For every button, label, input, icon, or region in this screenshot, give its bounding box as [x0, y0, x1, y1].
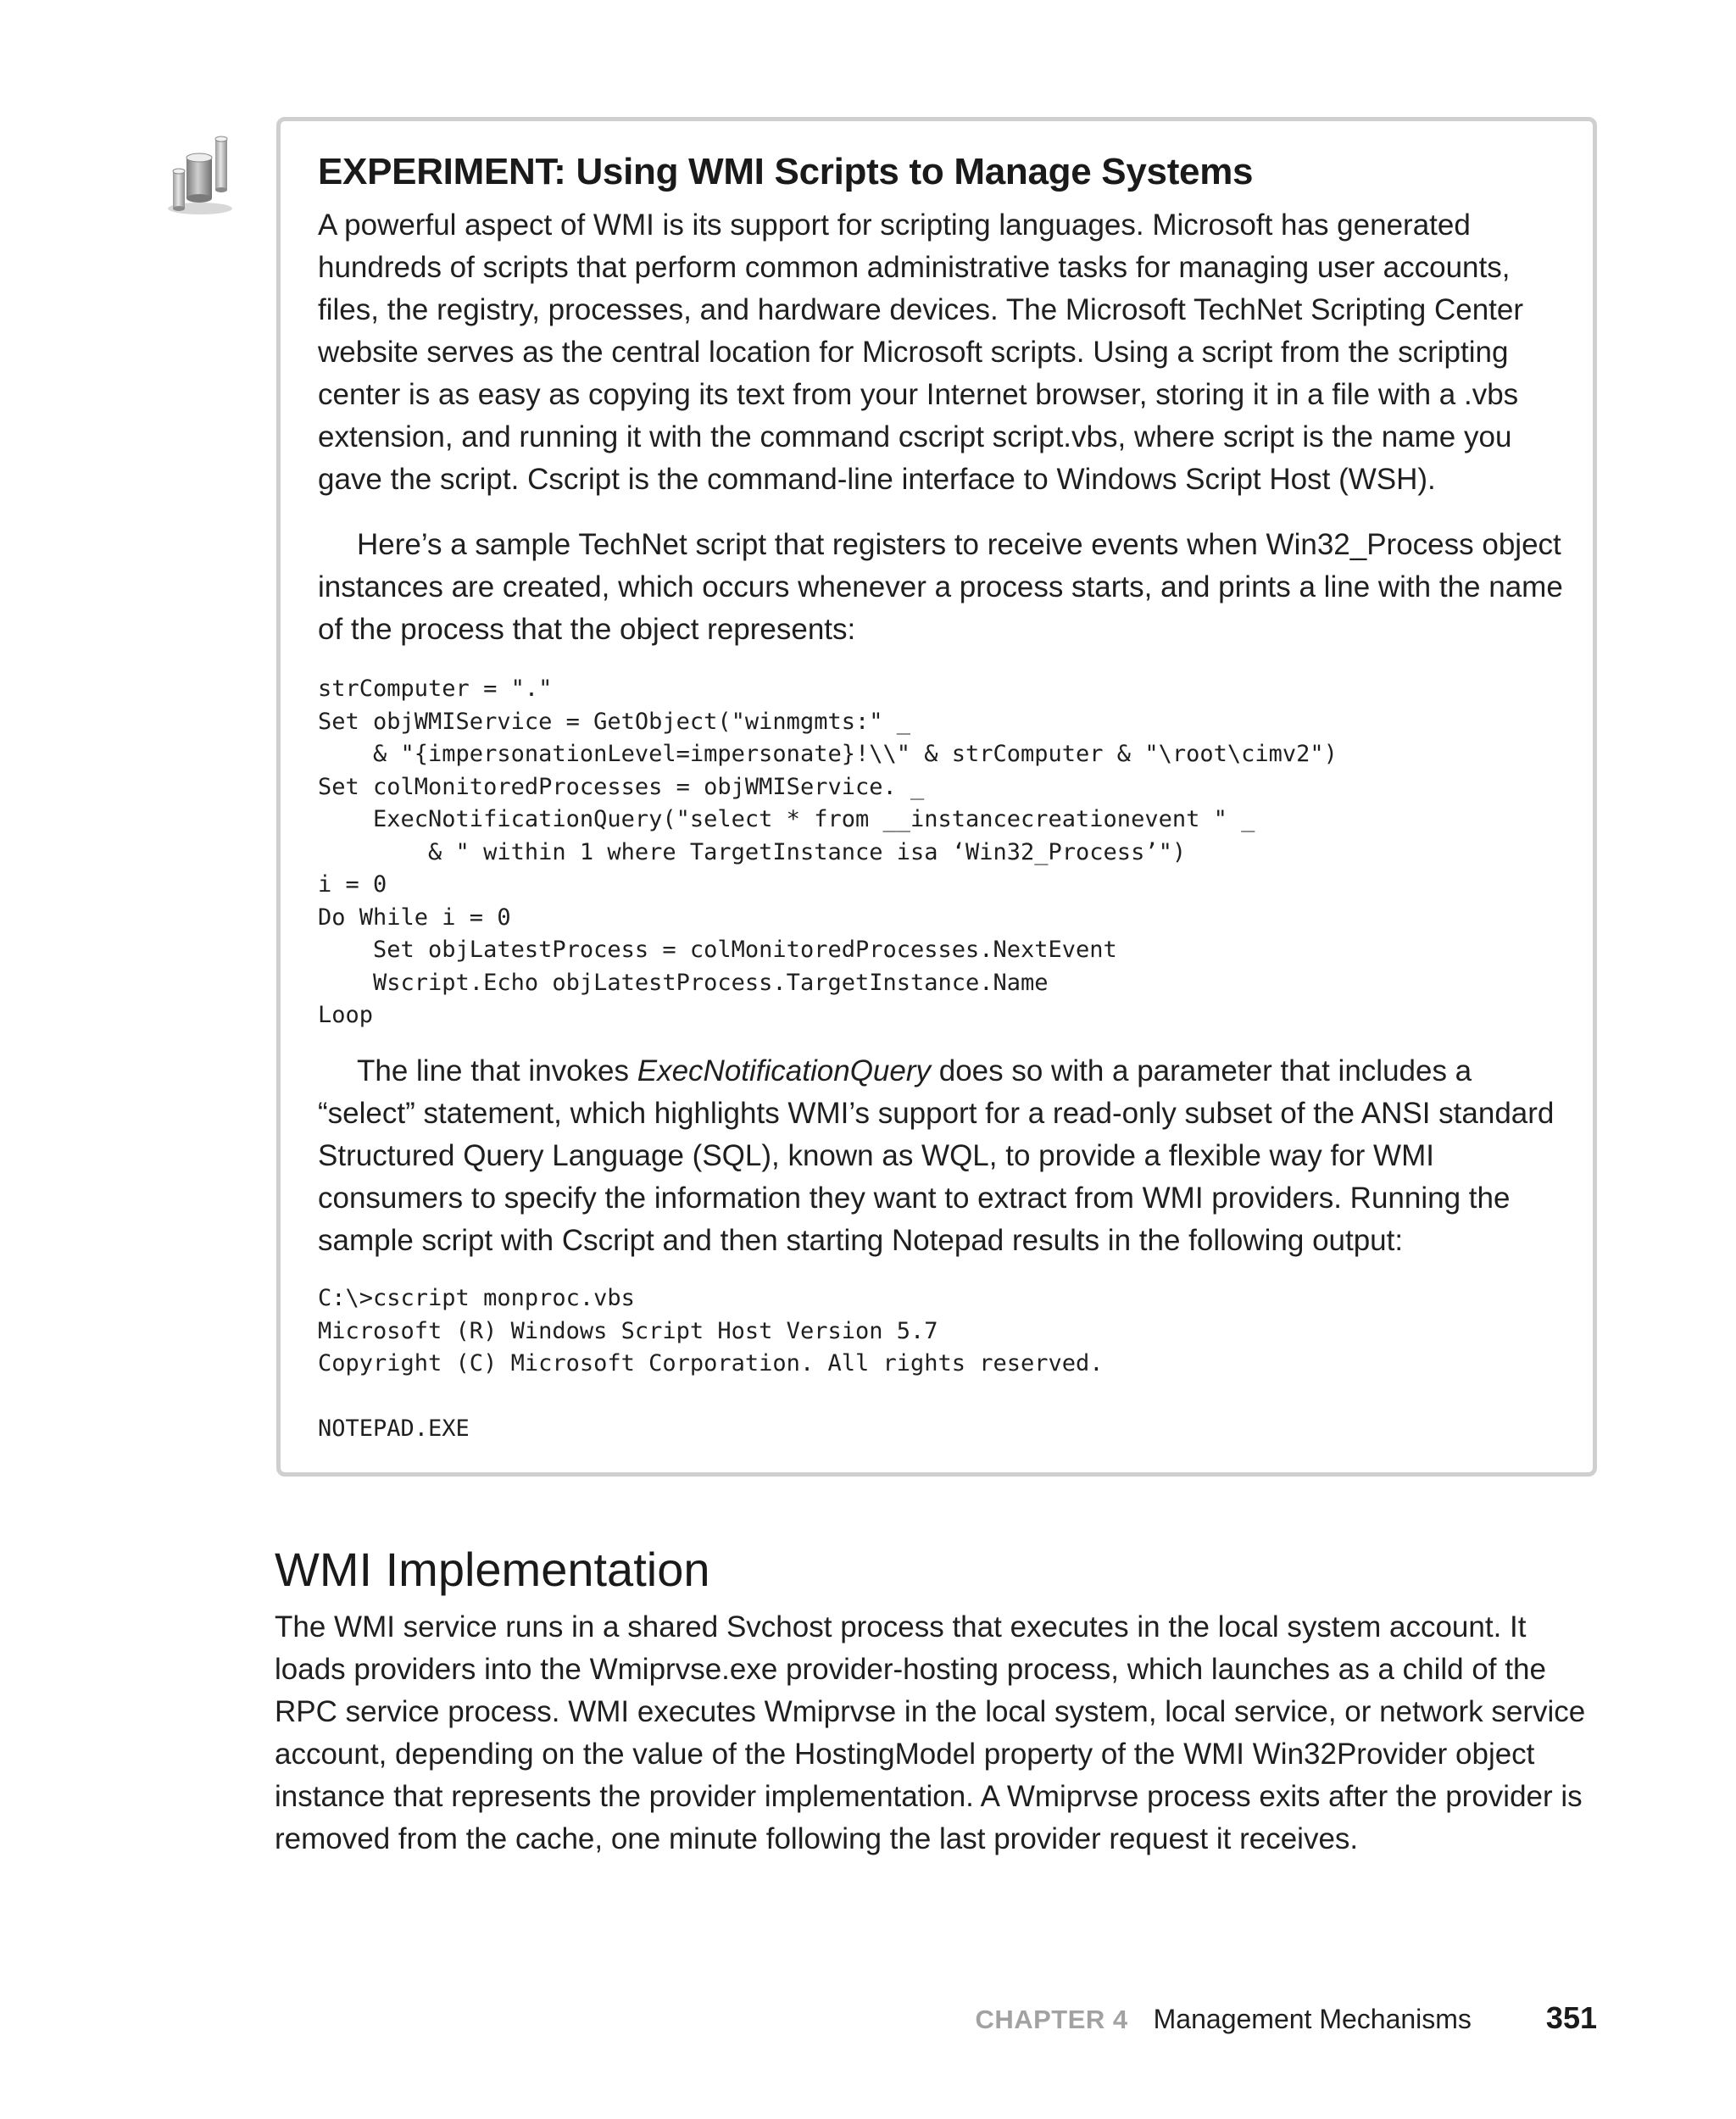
output-line: Microsoft (R) Windows Script Host Version 5.7 [318, 1317, 938, 1344]
code-line: ExecNotificationQuery("select * from __instancecreationevent " _ [318, 806, 1255, 832]
page-footer [975, 2000, 1597, 2043]
console-output-block [318, 1282, 1104, 1446]
footer-chapter-label: CHAPTER 4 [975, 2005, 1128, 2034]
code-line: Do While i = 0 [318, 904, 511, 931]
code-line: Wscript.Echo objLatestProcess.TargetInstance.Name [318, 969, 1049, 996]
experiment-query-paragraph [318, 1050, 1564, 1262]
page-number: 351 [1545, 2000, 1597, 2035]
output-line [318, 1381, 1104, 1414]
output-line: C:\>cscript monproc.vbs [318, 1285, 635, 1311]
code-line: Set objWMIService = GetObject("winmgmts:" _ [318, 708, 910, 735]
experiment-title: EXPERIMENT: Using WMI Scripts to Manage Systems [318, 151, 1254, 192]
experiment-sample-intro-paragraph: Here’s a sample TechNet script that registers to receive events when Win32_Process object instances are created, which occurs whenever a process starts, and prints a line with the name of the process that the object represents: [318, 528, 1563, 646]
code-line: & "{impersonationLevel=impersonate}!\\" & strComputer & "\root\cimv2") [318, 741, 1338, 767]
section-body-paragraph: The WMI service runs in a shared Svchost process that executes in the local system account. It loads providers into the Wmiprvse.exe provider-hosting process, which launches as a child of the RPC service process. WMI executes Wmiprvse in the local system, local service, or network service account, depending on the value of the HostingModel property of the WMI Win32Provider object instance that represents the provider implementation. A Wmiprvse process exits after the provider is removed from the cache, one minute following the last provider request it receives. [275, 1610, 1586, 1855]
experiment-cylinders-icon [166, 134, 242, 219]
output-line: Copyright (C) Microsoft Corporation. All rights reserved. [318, 1350, 1104, 1377]
exec-notification-query-term: ExecNotificationQuery [637, 1054, 932, 1087]
code-line: Set colMonitoredProcesses = objWMIService. _ [318, 773, 925, 800]
script-code-block [318, 673, 1338, 1032]
output-line: NOTEPAD.EXE [318, 1415, 470, 1442]
code-line: Set objLatestProcess = colMonitoredProcesses.NextEvent [318, 937, 1117, 963]
experiment-intro-paragraph: A powerful aspect of WMI is its support for scripting languages. Microsoft has generated hundreds of scripts that perform common administrative tasks for managing user accounts, files, the registry, processes, and hardware devices. The Microsoft TechNet Scripting Center website serves as the central location for Microsoft scripts. Using a script from the scripting center is as easy as copying its text from your Internet browser, storing it in a file with a .vbs extension, and running it with the command cscript script.vbs, where script is the name you gave the script. Cscript is the command-line interface to Windows Script Host (WSH). [318, 209, 1524, 496]
code-line: & " within 1 where TargetInstance isa ‘Win32_Process’") [318, 838, 1187, 865]
code-line: i = 0 [318, 871, 387, 898]
query-paragraph-rest: does so with a parameter that includes a “select” statement, which highlights WMI’s support for a read-only subset of the ANSI standard Structured Query Language (SQL), known as WQL, to provide a flexible way for WMI consumers to specify the information they want to extract from WMI providers. Running the sample script with Cscript and then starting Notepad results in the following output: [318, 1054, 1555, 1257]
code-line: Loop [318, 1002, 374, 1028]
query-paragraph-lead: The line that invokes [357, 1054, 637, 1087]
experiment-box [276, 117, 1597, 1477]
footer-chapter-title: Management Mechanisms [1153, 2004, 1472, 2034]
section-heading: WMI Implementation [275, 1543, 710, 1596]
code-line: strComputer = "." [318, 676, 553, 702]
